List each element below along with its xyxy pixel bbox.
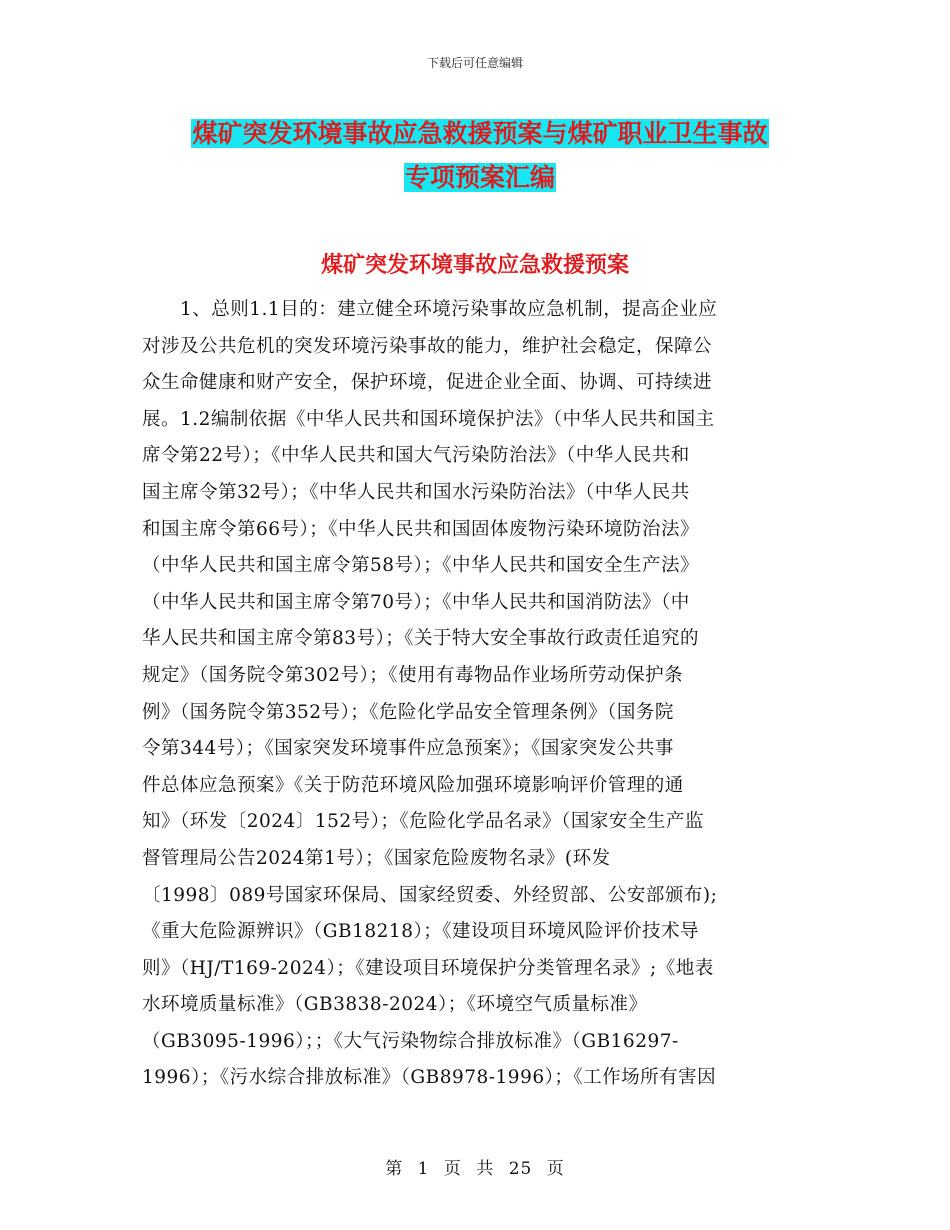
body-line: 国主席令第32号）；《中华人民共和国水污染防治法》（中华人民共 xyxy=(142,481,690,503)
footer-total-prefix: 共 xyxy=(476,1159,495,1179)
body-line: 1996）；《污水综合排放标准》（GB8978-1996）；《工作场所有害因 xyxy=(142,1067,717,1089)
page-footer xyxy=(0,1154,950,1179)
body-line: （GB3095-1996）；；《大气污染物综合排放标准》（GB16297- xyxy=(142,1030,679,1052)
body-line: 展。1.2编制依据《中华人民共和国环境保护法》（中华人民共和国主 xyxy=(142,408,715,430)
footer-page-number: 1 xyxy=(417,1159,430,1179)
footer-prefix: 第 xyxy=(385,1159,404,1179)
body-line: 华人民共和国主席令第83号）；《关于特大安全事故行政责任追究的 xyxy=(142,628,700,650)
body-paragraph xyxy=(142,292,810,1097)
title-line-1: 煤矿突发环境事故应急救援预案与煤矿职业卫生事故 xyxy=(192,119,768,148)
header-note: 下载后可任意编辑 xyxy=(426,56,523,70)
body-line: 则》（HJ/T169-2024）；《建设项目环境保护分类管理名录》;《地表 xyxy=(142,957,714,979)
footer-total-unit: 页 xyxy=(546,1159,565,1179)
body-line: （中华人民共和国主席令第70号）；《中华人民共和国消防法》（中 xyxy=(142,591,690,613)
body-line: 知》（环发〔2024〕152号）；《危险化学品名录》（国家安全生产监 xyxy=(142,811,704,833)
body-line: 规定》（国务院令第302号）；《使用有毒物品作业场所劳动保护条 xyxy=(142,664,684,686)
body-line: 督管理局公告2024第1号）；《国家危险废物名录》(环发 xyxy=(142,847,611,869)
body-line: 水环境质量标准》（GB3838-2024）；《环境空气质量标准》 xyxy=(142,994,648,1016)
body-line: 对涉及公共危机的突发环境污染事故的能力，维护社会稳定，保障公 xyxy=(142,335,713,357)
footer-page-unit: 页 xyxy=(443,1159,462,1179)
body-line: 和国主席令第66号）；《中华人民共和国固体废物污染环境防治法》 xyxy=(142,518,700,540)
body-line: 件总体应急预案》《关于防范环境风险加强环境影响评价管理的通 xyxy=(142,774,684,796)
section-title: 煤矿突发环境事故应急救援预案 xyxy=(320,253,629,278)
body-line: （中华人民共和国主席令第58号）；《中华人民共和国安全生产法》 xyxy=(142,555,700,577)
body-line: 令第344号）；《国家突发环境事件应急预案》；《国家突发公共事 xyxy=(142,738,674,760)
body-line: 众生命健康和财产安全，保护环境，促进企业全面、协调、可持续进 xyxy=(142,372,713,394)
body-line: 〔1998〕089号国家环保局、国家经贸委、外经贸部、公安部颁布); xyxy=(142,884,718,906)
title-line-2: 专项预案汇编 xyxy=(404,163,555,192)
body-line: 1、总则1.1目的：建立健全环境污染事故应急机制，提高企业应 xyxy=(142,299,718,320)
document-title xyxy=(140,112,820,200)
body-line: 《重大危险源辨识》（GB18218）；《建设项目环境风险评价技术导 xyxy=(142,921,699,943)
body-line: 席令第22号）；《中华人民共和国大气污染防治法》（中华人民共和 xyxy=(142,445,690,467)
footer-total-pages: 25 xyxy=(508,1159,533,1179)
body-line: 例》（国务院令第352号）；《危险化学品安全管理条例》（国务院 xyxy=(142,701,674,723)
